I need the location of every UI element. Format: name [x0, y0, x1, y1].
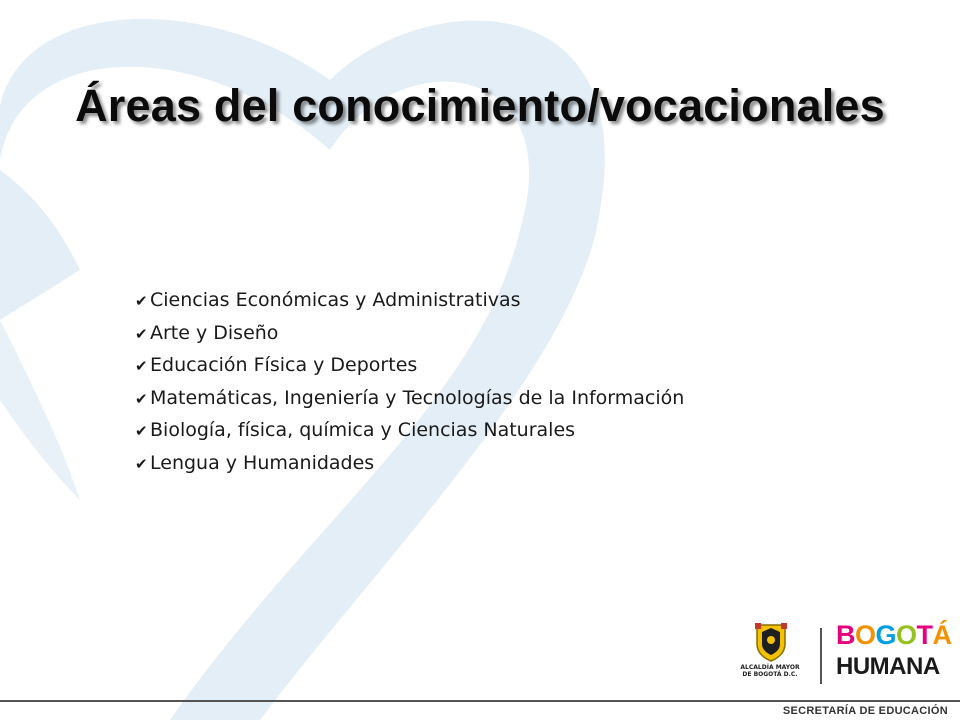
footer-label: SECRETARÍA DE EDUCACIÓN [782, 705, 948, 717]
list-item [135, 350, 684, 383]
list-item [135, 383, 684, 416]
checkmark-icon: ✔ [135, 357, 148, 375]
bogota-crest-icon [754, 622, 788, 662]
slide-title: Áreas del conocimiento/vocacionales [75, 80, 885, 131]
list-item [135, 415, 684, 448]
areas-list [135, 285, 684, 480]
checkmark-icon: ✔ [135, 292, 148, 310]
list-item [135, 285, 684, 318]
logo-divider [820, 628, 822, 684]
checkmark-icon: ✔ [135, 389, 148, 408]
list-item-text: Biología, física, química y Ciencias Naturales [150, 419, 576, 441]
checkmark-icon: ✔ [135, 422, 148, 440]
list-item-text: Lengua y Humanidades [150, 451, 375, 474]
humana-word: HUMANA [836, 653, 940, 680]
list-item-text: Matemáticas, Ingeniería y Tecnologías de la Información [150, 386, 685, 409]
logo-area [740, 618, 952, 698]
bogota-word: BOGOTÁ [836, 620, 952, 650]
footer-divider [0, 700, 960, 702]
checkmark-icon: ✔ [135, 324, 148, 343]
list-item-text: Arte y Diseño [150, 321, 279, 344]
checkmark-icon: ✔ [135, 454, 148, 473]
humana-logo-text [836, 652, 940, 682]
list-item-text: Ciencias Económicas y Administrativas [150, 289, 521, 311]
alcaldia-label [740, 664, 800, 678]
list-item [135, 448, 684, 481]
bogota-logo-text [836, 620, 952, 650]
alcaldia-line2: DE BOGOTÁ D.C. [742, 671, 798, 678]
list-item [135, 318, 684, 351]
alcaldia-line1: ALCALDÍA MAYOR [740, 664, 800, 671]
list-item-text: Educación Física y Deportes [150, 354, 418, 376]
